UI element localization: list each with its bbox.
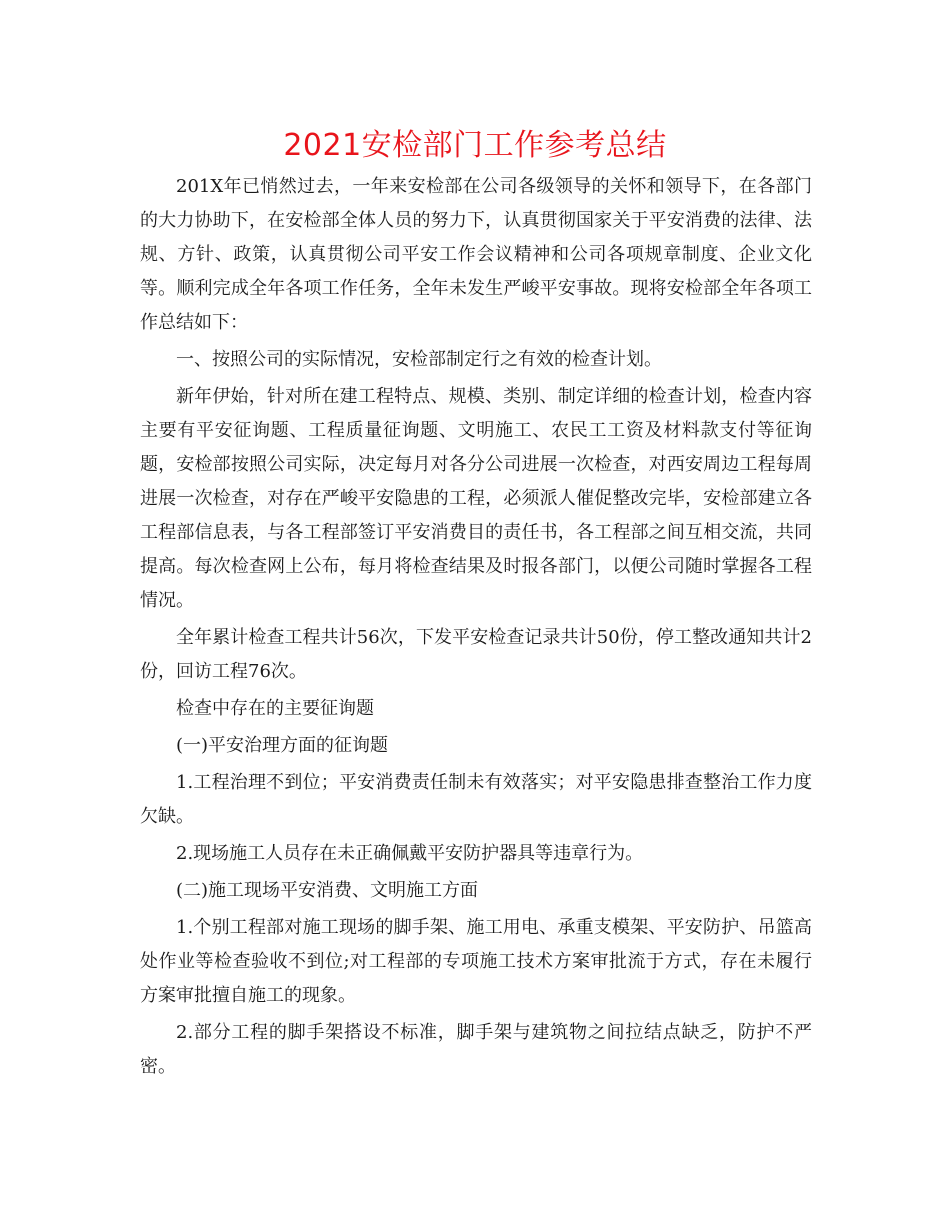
paragraph-subsection-one: (一)平安治理方面的征询题	[176, 735, 389, 756]
paragraph-item-1-1: 1.工程治理不到位；平安消费责任制未有效落实；对平安隐患排查整治工作力度欠缺。	[140, 772, 812, 827]
document-title: 2021安检部门工作参考总结	[283, 128, 667, 163]
paragraph-item-2-2: 2.部分工程的脚手架搭设不标准，脚手架与建筑物之间拉结点缺乏，防护不严密。	[140, 1022, 812, 1077]
paragraph-item-2-1: 1.个别工程部对施工现场的脚手架、施工用电、承重支模架、平安防护、吊篮高处作业等检查验收不到位;对工程部的专项施工技术方案审批流于方式，存在未履行方案审批擅自施工的现象。	[140, 917, 812, 1006]
paragraph-intro: 201X年已悄然过去，一年来安检部在公司各级领导的关怀和领导下，在各部门的大力协助下，在安检部全体人员的努力下，认真贯彻国家关于平安消费的法律、法规、方针、政策，认真贯彻公司平安工作会议精神和公司各项规章制度、企业文化等。顺利完成全年各项工作任务，全年未发生严峻平安事故。现将安检部全年各项工作总结如下：	[140, 176, 812, 333]
paragraph-subsection-two: (二)施工现场平安消费、文明施工方面	[176, 880, 479, 901]
paragraph-section-one-heading: 一、按照公司的实际情况，安检部制定行之有效的检查计划。	[176, 349, 662, 370]
paragraph-issues-heading: 检查中存在的主要征询题	[176, 698, 374, 719]
paragraph-statistics: 全年累计检查工程共计56次，下发平安检查记录共计50份，停工整改通知共计2份，回访工程76次。	[140, 627, 812, 682]
paragraph-inspection-plan: 新年伊始，针对所在建工程特点、规模、类别、制定详细的检查计划，检查内容主要有平安征询题、工程质量征询题、文明施工、农民工工资及材料款支付等征询题，安检部按照公司实际，决定每月对各分公司进展一次检查，对西安周边工程每周进展一次检查，对存在严峻平安隐患的工程，必须派人催促整改完毕，安检部建立各工程部信息表，与各工程部签订平安消费目的责任书，各工程部之间互相交流，共同提高。每次检查网上公布，每月将检查结果及时报各部门，以便公司随时掌握各工程情况。	[140, 386, 812, 611]
document-body	[140, 170, 812, 1087]
paragraph-item-1-2: 2.现场施工人员存在未正确佩戴平安防护器具等违章行为。	[176, 843, 644, 864]
